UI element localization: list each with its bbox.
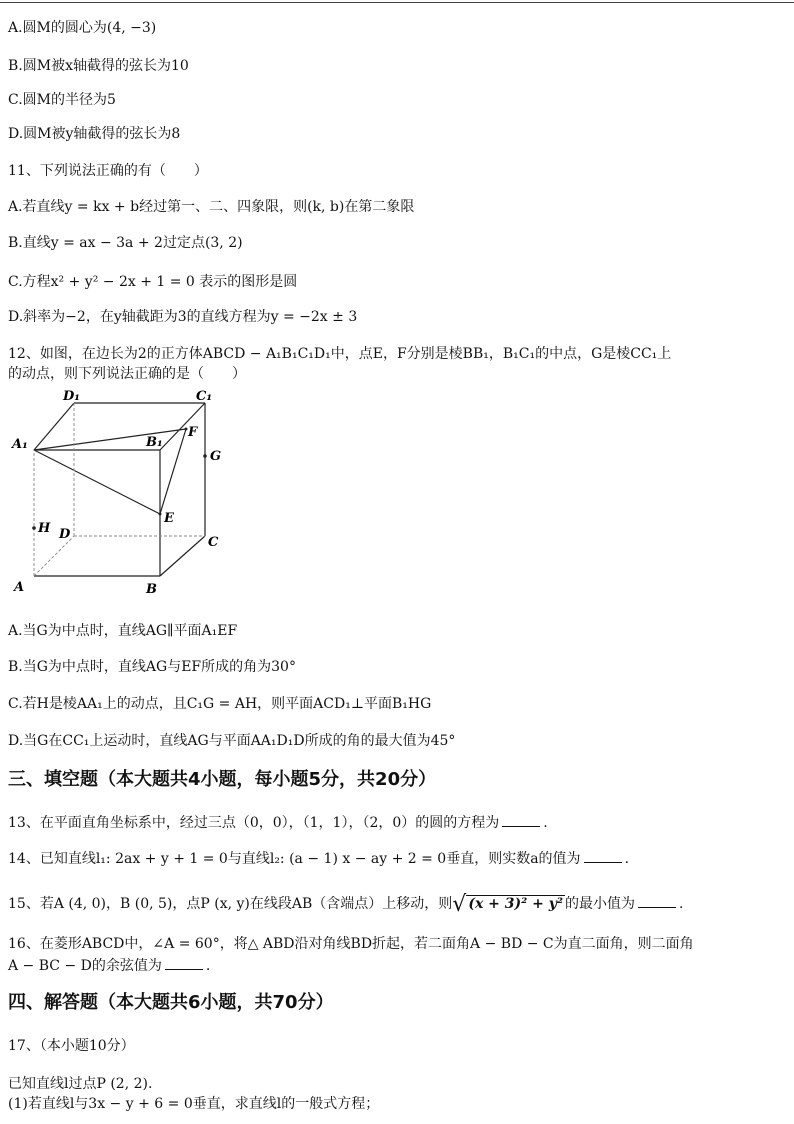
q10-option-d: D.圆M被y轴截得的弦长为8 [8,126,181,142]
section-solution-title: 四、解答题（本大题共6小题，共70分） [8,992,334,1013]
q13-answer-blank [502,812,540,827]
q17-header: 17、（本小题10分） [8,1038,135,1054]
q14-period: . [624,851,630,867]
q15-radicand: (x + 3)² + y² [468,896,564,912]
q12-stem-line2: 的动点，则下列说法正确的是（ ） [8,366,246,382]
segment-a1-e [34,450,160,514]
segment-e-f [160,429,186,514]
q15-answer-blank [638,893,676,908]
q11-option-b: B.直线y = ax − 3a + 2过定点(3, 2) [8,235,243,251]
q13-period: . [543,815,548,831]
q15-text-post: 的最小值为 [565,896,636,912]
edge-b-c [160,536,205,576]
q12-option-b: B.当G为中点时，直线AG与EF所成的角为30° [8,659,296,675]
q13 [8,812,548,833]
q12-option-a: A.当G为中点时，直线AG∥平面A₁EF [8,623,238,639]
label-g: G [210,449,222,464]
q15-period: . [679,896,684,912]
edge-c1-b1 [160,403,205,450]
label-b: B [146,582,157,597]
q14-text: 14、已知直线l₁: 2ax + y + 1 = 0与直线l₂: (a − 1) x − ay + 2 = 0垂直，则实数a的值为 [8,851,581,867]
q16-period: . [205,958,211,974]
label-d: D [59,527,71,542]
label-c1: C₁ [196,389,213,404]
point-h [32,526,36,530]
label-a1: A₁ [12,437,28,452]
q15 [8,893,683,915]
q10-option-b: B.圆M被x轴截得的弦长为10 [8,58,189,74]
top-rule [0,2,794,3]
q11-stem: 11、下列说法正确的有（ ） [8,163,208,179]
label-b1: B₁ [146,435,163,450]
q14-answer-blank [584,848,622,863]
q12-stem-line1: 12、如图，在边长为2的正方体ABCD − A₁B₁C₁D₁中，点E，F分别是棱BB₁，B₁C₁的中点，G是棱CC₁上 [8,346,672,362]
edge-a1-d1 [34,403,74,450]
q17-part1: (1)若直线l与3x − y + 6 = 0垂直，求直线l的一般式方程； [8,1096,380,1112]
q11-option-c: C.方程x² + y² − 2x + 1 = 0 表示的图形是圆 [8,274,298,290]
label-h: H [38,521,51,536]
edge-a-d [34,536,74,576]
q11-option-a: A.若直线y = kx + b经过第一、二、四象限，则(k, b)在第二象限 [8,199,415,215]
label-c: C [208,535,219,550]
q16-line2 [8,955,210,976]
q15-sqrt-expression: √ (x + 3)² + y² [452,892,564,917]
label-e: E [164,511,174,526]
q14 [8,848,629,869]
q12-option-c: C.若H是棱AA₁上的动点，且C₁G = AH，则平面ACD₁⊥平面B₁HG [8,696,432,712]
q13-text: 13、在平面直角坐标系中，经过三点（0，0），（1，1），（2，0）的圆的方程为 [8,815,500,831]
q15-text-pre: 15、若A (4, 0)，B (0, 5)，点P (x, y)在线段AB（含端点）上移动，则 [8,896,453,912]
q11-option-d: D.斜率为−2，在y轴截距为3的直线方程为y = −2x ± 3 [8,309,358,325]
label-a: A [14,580,25,595]
q10-option-c: C.圆M的半径为5 [8,92,116,108]
q17-given: 已知直线l过点P (2, 2). [8,1076,153,1092]
label-f: F [188,425,198,440]
point-g [203,454,207,458]
label-d1: D₁ [63,389,80,404]
q16-line1: 16、在菱形ABCD中，∠A = 60°，将△ ABD沿对角线BD折起，若二面角A − BD − C为直二面角，则二面角 [8,936,694,952]
q16-text: A − BC − D的余弦值为 [8,958,162,974]
q10-option-a: A.圆M的圆心为(4, −3) [8,20,157,36]
section-fill-in-title: 三、填空题（本大题共4小题，每小题5分，共20分） [8,769,437,790]
cube-figure [8,386,228,602]
q16-answer-blank [165,955,203,970]
point-e [159,513,162,516]
q12-option-d: D.当G在CC₁上运动时，直线AG与平面AA₁D₁D所成的角的最大值为45° [8,733,456,749]
